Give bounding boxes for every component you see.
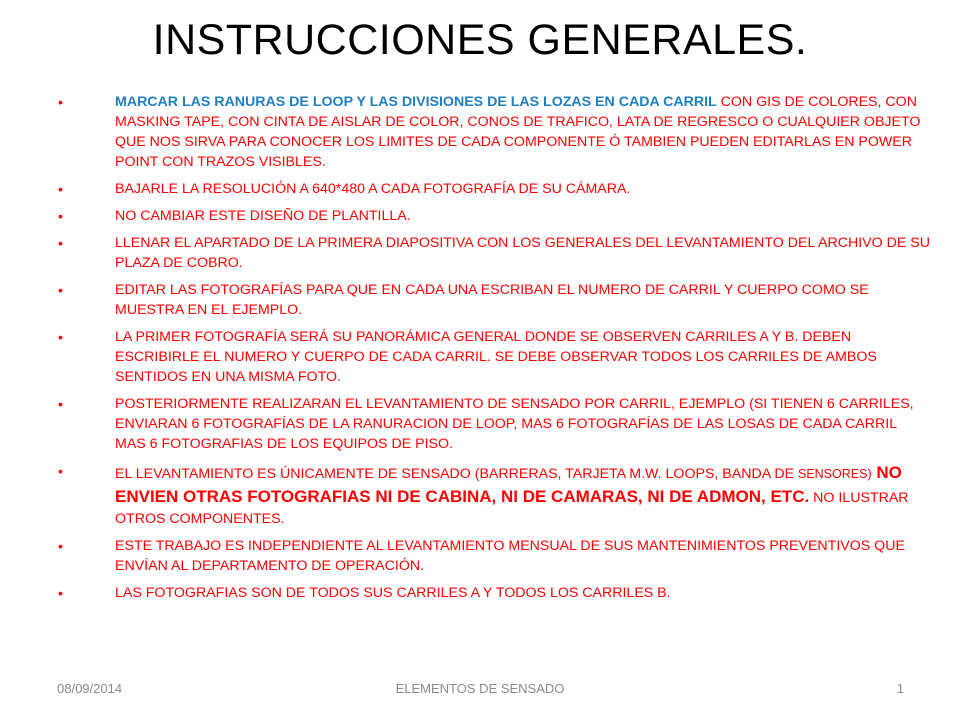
bullet-icon: • <box>58 585 63 601</box>
list-item <box>58 583 930 603</box>
item-text-small: SENSORES) <box>797 467 872 481</box>
item-text: EL LEVANTAMIENTO ES ÚNICAMENTE DE SENSADO (BARRERAS, TARJETA M.W. LOOPS, BANDA DE <box>115 466 798 482</box>
list-item <box>58 179 930 199</box>
item-text: LAS FOTOGRAFIAS SON DE TODOS SUS CARRILES A Y TODOS LOS CARRILES B. <box>115 585 671 601</box>
item-text: EDITAR LAS FOTOGRAFÍAS PARA QUE EN CADA UNA ESCRIBAN EL NUMERO DE CARRIL Y CUERPO COMO SE MUESTRA EN EL EJEMPLO. <box>115 282 869 318</box>
bullet-icon: • <box>58 329 63 345</box>
bullet-icon: • <box>58 235 63 251</box>
item-text: POSTERIORMENTE REALIZARAN EL LEVANTAMIENTO DE SENSADO POR CARRIL, EJEMPLO (SI TIENEN 6 CARRILES, ENVIARAN 6 FOTOGRAFÍAS DE LA RANURACION DE LOOP, MAS 6 FOTOGRAFÍAS DE LAS LOSAS DE CADA CARRIL MAS 6 FOTOGRAFIAS DE LOS EQUIPOS DE PISO. <box>115 396 914 452</box>
bullet-icon: • <box>58 282 63 298</box>
list-item <box>58 206 930 226</box>
list-item <box>58 536 930 576</box>
slide-title: INSTRUCCIONES GENERALES. <box>152 16 808 64</box>
bullet-icon: • <box>58 538 63 554</box>
footer-date: 08/09/2014 <box>57 681 123 696</box>
emphasis-text: NO ENVIEN OTRAS FOTOGRAFIAS NI DE CABINA, NI DE CAMARAS, NI DE ADMON, ETC. <box>115 463 902 506</box>
item-text: NO CAMBIAR ESTE DISEÑO DE PLANTILLA. <box>115 208 411 224</box>
bullet-icon: • <box>58 181 63 197</box>
item-text: BAJARLE LA RESOLUCIÓN A 640*480 A CADA FOTOGRAFÍA DE SU CÁMARA. <box>115 181 631 197</box>
list-item <box>58 394 930 454</box>
footer-title: ELEMENTOS DE SENSADO <box>395 681 565 696</box>
list-item <box>58 233 930 273</box>
bullet-icon: • <box>58 463 63 479</box>
list-item <box>58 461 930 529</box>
page-number: 1 <box>896 681 904 696</box>
bullet-icon: • <box>58 208 63 224</box>
item-text: NO ILUSTRAR OTROS COMPONENTES. <box>115 490 909 527</box>
list-item <box>58 92 930 172</box>
list-item <box>58 280 930 320</box>
item-text: LA PRIMER FOTOGRAFÍA SERÁ SU PANORÁMICA GENERAL DONDE SE OBSERVEN CARRILES A Y B. DEBEN ESCRIBIRLE EL NUMERO Y CUERPO DE CADA CARRIL. SE DEBE OBSERVAR TODOS LOS CARRILES DE AMBOS SENTIDOS EN UNA MISMA FOTO. <box>115 329 877 385</box>
highlighted-text: MARCAR LAS RANURAS DE LOOP Y LAS DIVISIONES DE LAS LOZAS EN CADA CARRIL <box>115 94 717 110</box>
item-text: ESTE TRABAJO ES INDEPENDIENTE AL LEVANTAMIENTO MENSUAL DE SUS MANTENIMIENTOS PREVENTIVOS QUE ENVÍAN AL DEPARTAMENTO DE OPERACIÓN. <box>115 538 905 574</box>
bullet-icon: • <box>58 396 63 412</box>
item-text: LLENAR EL APARTADO DE LA PRIMERA DIAPOSITIVA CON LOS GENERALES DEL LEVANTAMIENTO DEL ARCHIVO DE SU PLAZA DE COBRO. <box>115 235 930 271</box>
instruction-list <box>58 92 930 610</box>
bullet-icon: • <box>58 94 63 110</box>
list-item <box>58 327 930 387</box>
item-text: CON GIS DE COLORES, CON MASKING TAPE, CON CINTA DE AISLAR DE COLOR, CONOS DE TRAFICO, LATA DE REGRESCO O CUALQUIER OBJETO QUE NOS SIRVA PARA CONOCER LOS LIMITES DE CADA COMPONENTE Ó TAMBIEN PUEDEN EDITARLAS EN POWER POINT CON TRAZOS VISIBLES. <box>115 94 921 170</box>
